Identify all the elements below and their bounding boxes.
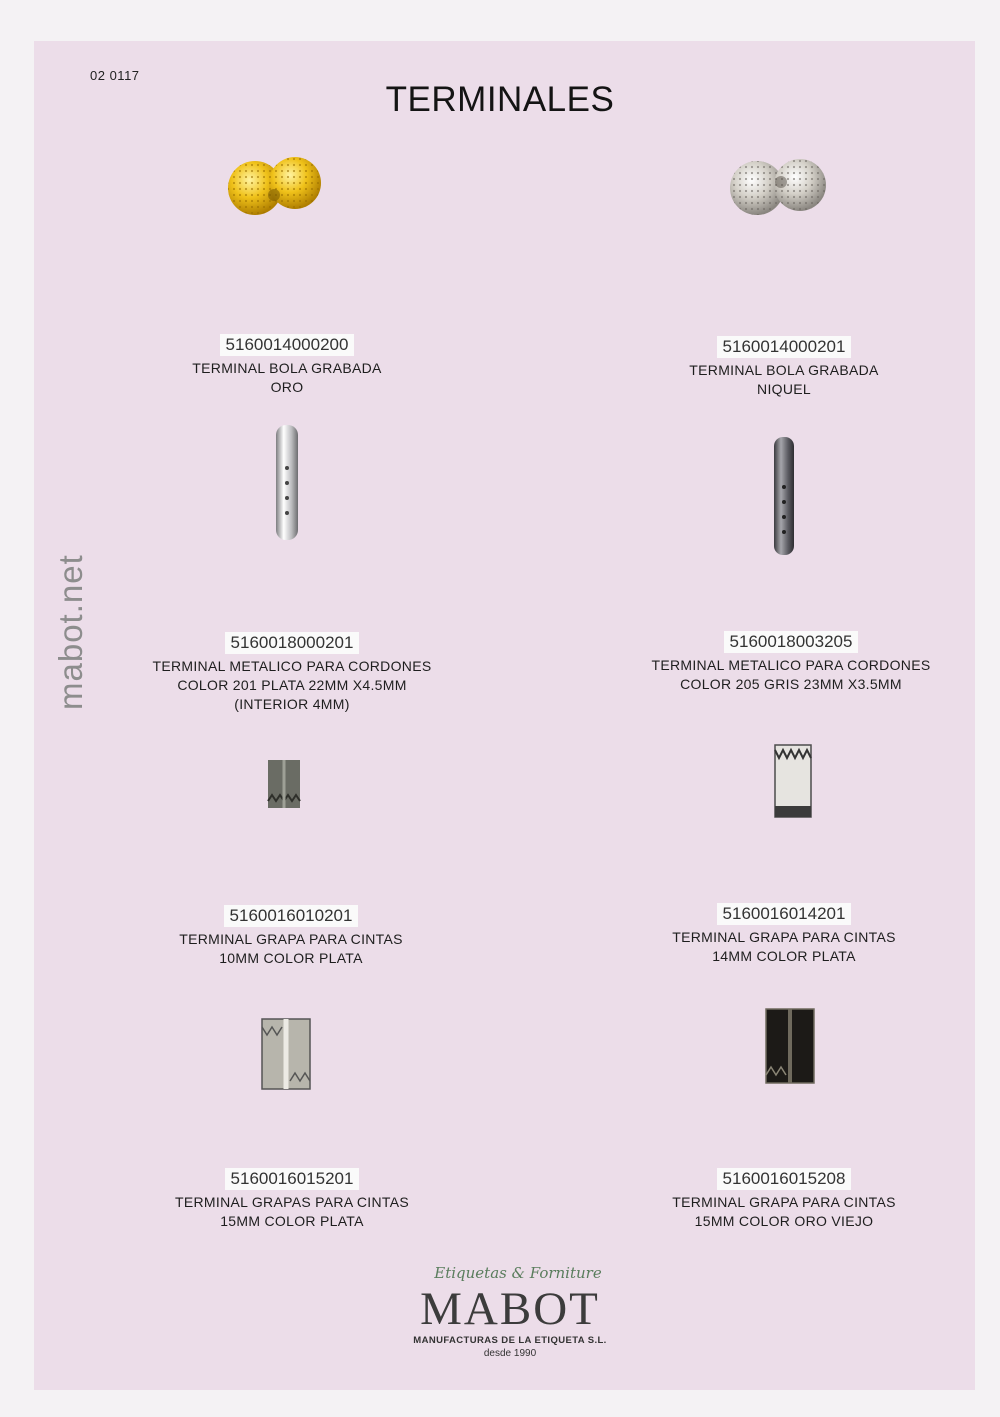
product-description: TERMINAL METALICO PARA CORDONES COLOR 201 PLATA 22MM X4.5MM (INTERIOR 4MM) (152, 658, 432, 712)
product-description: TERMINAL GRAPA PARA CINTAS 15MM COLOR ORO VIEJO (672, 1194, 896, 1229)
logo-tagline: Etiquetas & Forniture (434, 1264, 602, 1282)
product-card (91, 905, 491, 968)
product-description: TERMINAL GRAPA PARA CINTAS 10MM COLOR PLATA (179, 931, 403, 966)
page-title: TERMINALES (385, 80, 615, 119)
product-code: 5160018000201 (225, 632, 360, 654)
silver-lace-tip-image (268, 423, 308, 548)
product-card (87, 334, 487, 397)
product-card (584, 336, 984, 399)
product-code: 5160016014201 (717, 903, 852, 925)
watermark: mabot.net (52, 554, 89, 710)
product-description: TERMINAL BOLA GRABADA NIQUEL (689, 362, 879, 397)
product-card (584, 903, 984, 966)
company-logo: MABOT (420, 1283, 600, 1335)
product-code: 5160016015201 (225, 1168, 360, 1190)
product-description: TERMINAL GRAPA PARA CINTAS 14MM COLOR PLATA (672, 929, 896, 964)
product-description: TERMINAL GRAPAS PARA CINTAS 15MM COLOR PLATA (175, 1194, 409, 1229)
logo-since: desde 1990 (483, 1348, 537, 1359)
product-card (92, 632, 492, 714)
logo-subtitle: MANUFACTURAS DE LA ETIQUETA S.L. (413, 1335, 607, 1346)
ribbon-clamp-14mm-image (768, 740, 818, 825)
nickel-ball-terminal-image (725, 152, 830, 222)
ribbon-clamp-10mm-image (262, 755, 306, 815)
product-code: 5160014000200 (220, 334, 355, 356)
product-code: 5160016010201 (224, 905, 359, 927)
product-card (92, 1168, 492, 1231)
product-card (591, 631, 991, 694)
product-description: TERMINAL METALICO PARA CORDONES COLOR 205 GRIS 23MM X3.5MM (651, 657, 931, 692)
product-code: 5160016015208 (717, 1168, 852, 1190)
gray-lace-tip-image (765, 435, 805, 565)
ribbon-clamp-15mm-silver-image (258, 1015, 314, 1093)
ribbon-clamp-15mm-old-gold-image (762, 1005, 818, 1087)
product-code: 5160014000201 (717, 336, 852, 358)
product-card (584, 1168, 984, 1231)
document-code: 02 0117 (90, 68, 140, 83)
product-code: 5160018003205 (724, 631, 859, 653)
gold-ball-terminal-image (225, 150, 325, 225)
product-description: TERMINAL BOLA GRABADA ORO (192, 360, 382, 395)
